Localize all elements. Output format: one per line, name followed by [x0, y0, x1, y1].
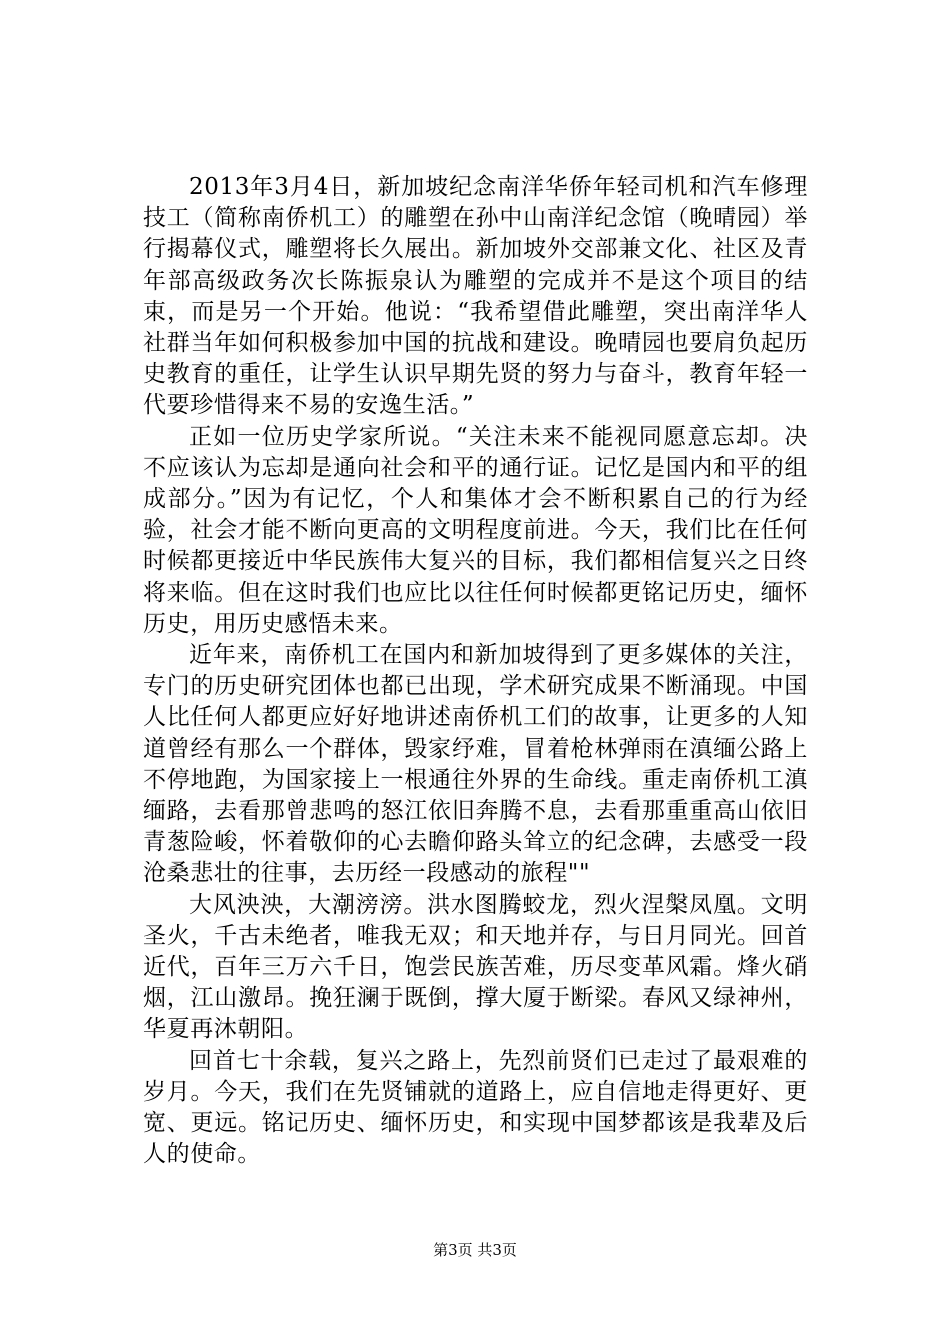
- paragraph-4: 大风泱泱，大潮滂滂。洪水图腾蛟龙，烈火涅槃凤凰。文明圣火，千古未绝者，唯我无双；和天地并存，与日月同光。回首近代，百年三万六千日，饱尝民族苦难，历尽变革风霜。烽火硝烟，江山激昂。挽狂澜于既倒，撑大厦于断梁。春风又绿神州，华夏再沐朝阳。: [143, 891, 808, 1043]
- paragraph-1: 2013年3月4日，新加坡纪念南洋华侨年轻司机和汽车修理技工（简称南侨机工）的雕塑在孙中山南洋纪念馆（晚晴园）举行揭幕仪式，雕塑将长久展出。新加坡外交部兼文化、社区及青年部高级政务次长陈振泉认为雕塑的完成并不是这个项目的结束，而是另一个开始。他说：“我希望借此雕塑，突出南洋华人社群当年如何积极参加中国的抗战和建设。晚晴园也要肩负起历史教育的重任，让学生认识早期先贤的努力与奋斗，教育年轻一代要珍惜得来不易的安逸生活。”: [143, 174, 808, 419]
- paragraph-5: 回首七十余载，复兴之路上，先烈前贤们已走过了最艰难的岁月。今天，我们在先贤铺就的道路上，应自信地走得更好、更宽、更远。铭记历史、缅怀历史，和实现中国梦都该是我辈及后人的使命。: [143, 1047, 808, 1168]
- page-footer: 第3页 共3页: [433, 1241, 517, 1259]
- paragraph-3: 近年来，南侨机工在国内和新加坡得到了更多媒体的关注，专门的历史研究团体也都已出现，学术研究成果不断涌现。中国人比任何人都更应好好地讲述南侨机工们的故事，让更多的人知道曾经有那么一个群体，毁家纾难，冒着枪林弹雨在滇缅公路上不停地跑，为国家接上一根通往外界的生命线。重走南侨机工滇缅路，去看那曾悲鸣的怒江依旧奔腾不息，去看那重重高山依旧青葱险峻，怀着敬仰的心去瞻仰路头耸立的纪念碑，去感受一段沧桑悲壮的往事，去历经一段感动的旅程"": [143, 642, 808, 887]
- paragraph-2: 正如一位历史学家所说。“关注未来不能视同愿意忘却。决不应该认为忘却是通向社会和平的通行证。记忆是国内和平的组成部分。”因为有记忆，个人和集体才会不断积累自己的行为经验，社会才能不断向更高的文明程度前进。今天，我们比在任何时候都更接近中华民族伟大复兴的目标，我们都相信复兴之日终将来临。但在这时我们也应比以往任何时候都更铭记历史，缅怀历史，用历史感悟未来。: [143, 423, 808, 637]
- document-body: [143, 172, 808, 1171]
